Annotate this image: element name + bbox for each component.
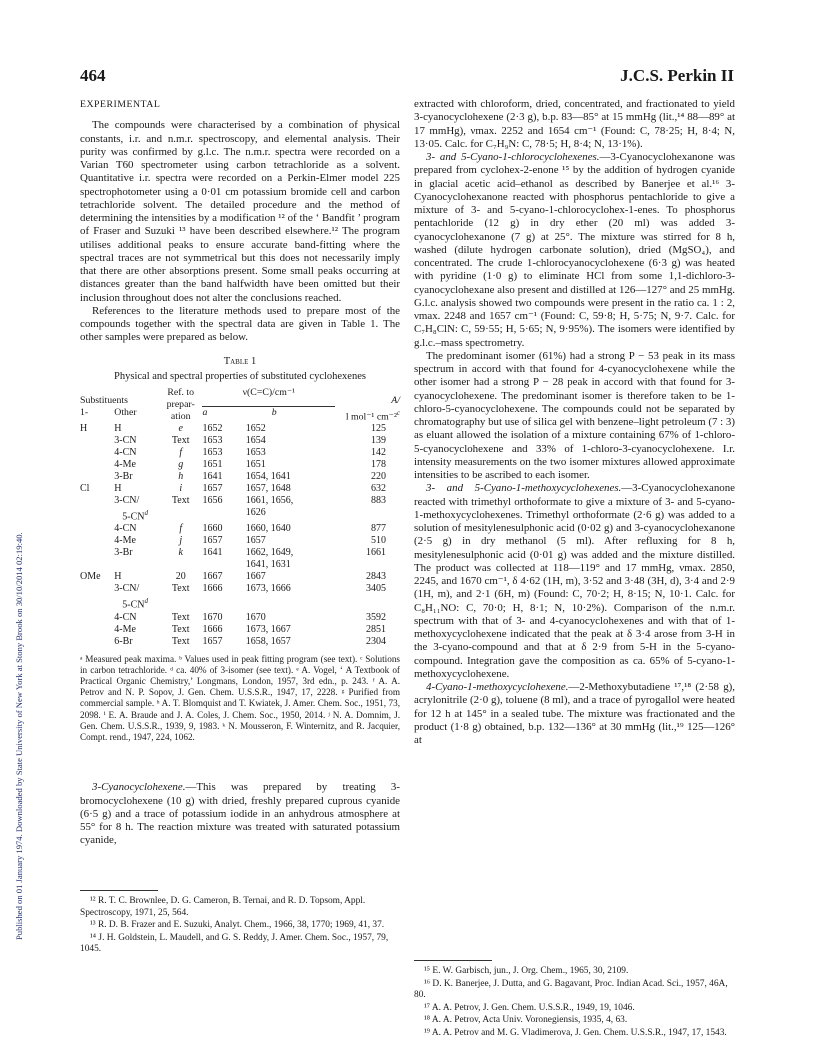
paragraph-text: —3-Cyanocyclohexanone reacted with trimethyl orthoformate to give a mixture of 3- and 5-cyano-1-methoxycyclohexenes. Trimethyl orthoformate (2·6 g) was added to a solution of mesitylenesulphonic acid (0·02 g) and 3-cyanocyclohexanone (2·5 g) in dry methanol (5 ml). After refluxing for 8 h, mesitylenesulphonic acid (0·01 g) was added and the mixture distilled. The product was collected at 118—119° and 17 mmHg, νmax. 2850, 2245, and 1670 cm⁻¹, δ 4·62 (1H, m), 3·52 and 3·48 (3H, d), 3·4 and 2·9 (1H, m), and 2·1 (6H, m) (Found: C, 70·2; H, 8·15; N, 10·1. Calc. for C₈H₁₁NO: C, 70·0; H, 8·1; N, 10·2%). Comparison of the n.m.r. spectrum with that of 3- and 4-cyanocyclohexenes and with that of 1-methoxycyclohexene indicated that the peak at δ 3·4 arose from 3-H in the 3-cyano-compound and that at δ 2·9 from 5-H in the 5-cyano-compound. Integration gave the composition as ca. 65% of 5-cyano-1-methoxycyclohexene. <box>414 482 735 680</box>
table-cell-nu-a: 1670 <box>202 611 223 623</box>
table-cell-substituent-1 <box>80 435 114 447</box>
table-cell-A <box>335 507 400 523</box>
table-row <box>80 507 400 523</box>
table-cell-nu-b: 1641, 1631 <box>245 559 291 571</box>
table-cell-substituent-1 <box>80 523 114 535</box>
reference-item: ¹⁴ J. H. Goldstein, L. Maudell, and G. S. Reddy, J. Amer. Chem. Soc., 1957, 79, 1045. <box>80 932 389 954</box>
right-paragraph-4 <box>414 482 735 681</box>
table-cell-nu-b: 1657, 1648 <box>245 483 291 495</box>
table-cell-substituent-1: H <box>80 423 88 435</box>
table-cell-other: 4-Me <box>114 535 136 547</box>
table-cell-A: 877 <box>371 523 386 535</box>
table-cell-A: 2304 <box>366 635 386 647</box>
table-cell-other <box>114 559 159 571</box>
table-cell-nu-b: 1673, 1667 <box>245 623 291 635</box>
reference-item: ¹⁶ D. K. Banerjee, J. Dutta, and G. Bagavant, Proc. Indian Acad. Sci., 1957, 46A, 80. <box>414 978 728 1000</box>
table-cell-A: 220 <box>371 471 386 483</box>
table-cell-other: 4-CN <box>114 447 137 459</box>
reference-item: ¹⁸ A. A. Petrov, Acta Univ. Voronegiensis, 1935, 4, 63. <box>424 1015 628 1025</box>
table-cell-nu-a: 1653 <box>202 447 223 459</box>
table-cell-ref: Text <box>171 611 190 623</box>
table-cell-substituent-1: Cl <box>80 483 90 495</box>
table-cell-A: 632 <box>371 483 386 495</box>
table-cell-other: H <box>114 571 122 583</box>
table-cell-substituent-1 <box>80 495 114 507</box>
table-cell-nu-b <box>246 595 335 611</box>
table-cell-A: 510 <box>371 535 386 547</box>
table-cell-other: 3-Br <box>114 471 133 483</box>
table-header-ref: Ref. to prepar-ation <box>166 386 195 422</box>
table-cell-substituent-1 <box>80 595 114 611</box>
table-row <box>80 447 400 459</box>
footnote-rule <box>414 960 492 961</box>
table-cell-ref: f <box>179 447 183 459</box>
table-cell-nu-a: 1666 <box>202 623 223 635</box>
table-header-substituents: Substituents <box>80 394 128 406</box>
footnote-marker: d <box>144 509 148 518</box>
table-cell-substituent-1 <box>80 583 114 595</box>
table-cell-substituent-1 <box>80 447 114 459</box>
properties-table <box>80 387 400 648</box>
table-cell-nu-b: 1662, 1649, <box>245 547 294 559</box>
table-cell-substituent-1 <box>80 459 114 471</box>
table-cell-nu-a: 1657 <box>202 635 223 647</box>
table-header-a: a <box>202 407 208 419</box>
paragraph-title: 3- and 5-Cyano-1-methoxycyclohexenes. <box>426 482 622 495</box>
table-row <box>80 636 400 648</box>
table-cell-nu-a: 1651 <box>202 459 223 471</box>
left-column <box>80 98 400 848</box>
table-cell-substituent-1 <box>80 535 114 547</box>
table-cell-nu-b: 1658, 1657 <box>245 635 291 647</box>
table-cell-ref: Text <box>171 623 190 635</box>
table-cell-ref: Text <box>171 583 190 595</box>
table-row <box>80 535 400 547</box>
table-cell-substituent-1 <box>80 559 114 571</box>
table-cell-nu-b: 1670 <box>245 611 266 623</box>
right-column <box>414 98 735 747</box>
table-cell-nu-a: 1660 <box>202 523 223 535</box>
table-cell-ref: 20 <box>175 571 186 583</box>
footnote-rule <box>80 890 158 891</box>
table-cell-ref: i <box>179 483 183 495</box>
table-body <box>80 423 400 648</box>
paragraph-title: 4-Cyano-1-methoxycyclohexene. <box>426 681 569 693</box>
table-row <box>80 471 400 483</box>
left-references <box>80 896 400 957</box>
table-cell-ref: g <box>178 459 184 471</box>
table-cell-A: 2843 <box>366 571 386 583</box>
paragraph-text: —3-Cyanocyclohexanone was prepared from cyclohex-2-enone ¹⁵ by the addition of hydrogen cyanide in glacial acetic acid–ethanol as described by Banerjee et al.¹⁶ 3-Cyanocyclohexanone reacted with phosphorus pentachloride to give a mixture of 3- and 5-cyano-1-chlorocyclohex-1-enes. To phosphorus pentachloride (12 g) in dry ether (20 ml) was added 3-cyanocyclohexanone (7 g) at 25°. The mixture was stirred for 8 h, washed (dilute hydrogen carbonate solution), dried (MgSO₄), and concentrated. The crude 1-chlorocyanocyclohexene (6·3 g) was heated with pyridine (1·0 g) to eliminate HCl from some 1,1-dichloro-3-cyanocyclohexane also present and distilled at 126—127° and 25 mmHg. G.l.c. analysis showed two compounds were present in the ratio ca. 1 : 2, νmax. 2248 and 1657 cm⁻¹ (Found: C, 59·8; H, 5·75; N, 9·7. Calc. for C₇H₈ClN: C, 59·55; H, 5·65; N, 9·95%). The isomers were identified by g.l.c.–mass spectrometry. <box>414 151 735 349</box>
reference-item: ¹² R. T. C. Brownlee, D. G. Cameron, B. Ternai, and R. D. Topsom, Appl. Spectroscopy, 1971, 25, 564. <box>80 896 366 918</box>
table-cell-other: 3-CN/ <box>114 583 140 595</box>
table-cell-nu-a: 1657 <box>202 535 223 547</box>
table-header-b: b <box>271 407 277 419</box>
table-cell-nu-b: 1652 <box>245 423 266 435</box>
table-cell-ref <box>159 595 203 611</box>
table-cell-nu-b: 1653 <box>245 447 266 459</box>
table-cell-nu-a: 1666 <box>202 583 223 595</box>
table-cell-A <box>335 595 400 611</box>
reference-item: ¹⁷ A. A. Petrov, J. Gen. Chem. U.S.S.R., 1949, 19, 1046. <box>424 1002 635 1013</box>
table-cell-substituent-1 <box>80 624 114 636</box>
table-cell-other: 3-CN <box>114 435 137 447</box>
table-cell-nu-a <box>202 595 245 611</box>
table-cell-nu-a: 1641 <box>202 471 223 483</box>
table-row <box>80 423 400 435</box>
table-row <box>80 459 400 471</box>
journal-title: J.C.S. Perkin II <box>620 66 734 85</box>
table-cell-nu-b: 1654 <box>245 435 266 447</box>
table-cell-ref: j <box>179 535 183 547</box>
table-cell-nu-a: 1652 <box>202 423 223 435</box>
table-cell-A: 883 <box>371 495 386 507</box>
footnote-marker: d <box>144 597 148 606</box>
cyanocyclohexene-paragraph <box>80 781 400 847</box>
table-cell-A: 2851 <box>366 623 386 635</box>
table-title: Table 1 <box>223 355 257 367</box>
table-cell-ref: k <box>178 547 183 559</box>
table-cell-nu-b: 1660, 1640 <box>245 523 291 535</box>
table-cell-other: 4-CN <box>114 611 137 623</box>
table-header-A: A/ <box>391 394 400 406</box>
table-cell-substituent-1 <box>80 547 114 559</box>
table-cell-substituent-1 <box>80 471 114 483</box>
table-cell-nu-a: 1656 <box>202 495 223 507</box>
table-row <box>80 495 400 507</box>
table-cell-nu-b: 1667 <box>245 571 266 583</box>
table-row <box>80 571 400 583</box>
paragraph-title: 3-Cyanocyclohexene. <box>92 781 186 794</box>
table-row <box>80 523 400 535</box>
paragraph-text: —2-Methoxybutadiene ¹⁷,¹⁸ (2·58 g), acrylonitrile (2·0 g), toluene (8 ml), and a trace of pyrogallol were heated for 12 h at 145° in a sealed tube. The mixture was fractionated and the product (1·8 g) obtained, b.p. 132—136° at 30 mmHg (lit.,¹⁹ 125—126° at <box>414 681 735 746</box>
table-cell-ref: h <box>178 471 184 483</box>
table-header-A-units: l mol⁻¹ cm⁻²$^c$ <box>345 408 400 423</box>
table-row <box>80 583 400 595</box>
table-cell-A <box>335 559 400 571</box>
experimental-paragraph-2: References to the literature methods used to prepare most of the compounds together with the spectral data are given in Table 1. The other samples were prepared as below. <box>80 304 400 344</box>
table-cell-ref <box>159 507 203 523</box>
table-cell-A: 139 <box>371 435 386 447</box>
table-cell-other: 6-Br <box>114 635 133 647</box>
download-watermark-text: Published on 01 January 1974. Downloaded by State University of New York at Stony Brook on 30/10/2014 02:19:40. <box>14 532 24 940</box>
paragraph-text: —This was prepared by treating 3-bromocyclohexene (10 g) with dried, freshly prepared cuprous cyanide (6·5 g) and a trace of potassium iodide in an anhydrous atmosphere at 55° for 8 h. The reaction mixture was treated with saturated potassium cyanide, <box>80 781 400 847</box>
table-cell-ref: Text <box>171 635 190 647</box>
table-row <box>80 559 400 571</box>
table-cell-ref: e <box>178 423 183 435</box>
table-cell-other: 4-CN <box>114 523 137 535</box>
table-cell-other: $5-CN^d$ <box>122 509 148 523</box>
right-paragraph-1: extracted with chloroform, dried, concentrated, and fractionated to yield 3-cyanocyclohexene (2·3 g), b.p. 83—85° at 15 mmHg (lit.,¹⁴ 88—89° at 17 mmHg), νmax. 2252 and 1654 cm⁻¹ (Found: C, 78·25; H, 8·4; N, 13·05. Calc. for C₇H₉N: C, 78·5; H, 8·4; N, 13·1%). <box>414 98 735 150</box>
table-cell-A: 142 <box>371 447 386 459</box>
table-cell-nu-a: 1641 <box>202 547 223 559</box>
table-cell-nu-a: 1653 <box>202 435 223 447</box>
table-cell-other: 4-Me <box>114 459 136 471</box>
experimental-paragraph-1: The compounds were characterised by a combination of physical constants, i.r. and n.m.r. spectroscopy, and elemental analysis. Their purity was confirmed by g.l.c. The n.m.r. spectra were recorded on a Varian T60 spectrometer using carbon tetrachloride as a solvent. Quantitative i.r. spectra were recorded on a Perkin-Elmer model 225 spectrophotometer using a 0·01 cm potassium bromide cell and carbon tetrachloride solvent. The detailed procedure and the method of determining the intensities by a modification ¹² of the ‘ Bandfit ’ program of Fraser and Suzuki ¹³ have been described elsewhere.¹² The program utilises additional peaks to ensure accurate band-fitting where the spectral traces are not symmetrical but this does not necessarily imply that there are other absorptions present. Some small peaks occurring at distances greater than the band halfwidth have been omitted but their inclusion throughout does not alter the conclusions reached. <box>80 119 400 304</box>
table-cell-substituent-1 <box>80 612 114 624</box>
table-cell-nu-b: 1657 <box>245 535 266 547</box>
table-footnotes: ᵃ Measured peak maxima. ᵇ Values used in peak fitting program (see text). ᶜ Solutions in carbon tetrachloride. ᵈ ca. 40% of 3-isomer (see text). ᵉ A. Vogel, ‘ A Textbook of Practical Organic Chemistry,’ Longmans, London, 1957, 3rd edn., p. 243. ᶠ A. A. Petrov and N. P. Sopov, J. Gen. Chem. U.S.S.R., 1947, 17, 2228. ᵍ Purified from commercial sample. ʰ A. T. Blomquist and T. Kwiatek, J. Amer. Chem. Soc., 1951, 73, 2098. ⁱ E. A. Braude and J. A. Coles, J. Chem. Soc., 1950, 2014. ʲ N. A. Domnim, J. Gen. Chem. U.S.S.R., 1939, 9, 1983. ᵏ N. Mousseron, F. Winternitz, and R. Jacquier, Compt. rend., 1947, 224, 1062. <box>80 653 400 743</box>
table-row <box>80 435 400 447</box>
table-cell-ref <box>159 559 203 571</box>
table-header-other: Other <box>114 406 137 418</box>
table-cell-ref: f <box>179 523 183 535</box>
reference-item: ¹³ R. D. B. Frazer and E. Suzuki, Analyt. Chem., 1966, 38, 1770; 1969, 41, 37. <box>90 920 385 930</box>
section-heading: EXPERIMENTAL <box>80 99 161 110</box>
right-paragraph-2 <box>414 151 735 350</box>
table-cell-other: 4-Me <box>114 623 136 635</box>
right-references <box>414 966 735 1040</box>
table-cell-other: $5-CN^d$ <box>122 597 148 611</box>
table-cell-nu-b: 1661, 1656, <box>245 495 294 507</box>
table-cell-nu-b: 1626 <box>245 507 266 519</box>
table-cell-other: 3-Br <box>114 547 133 559</box>
right-paragraph-5 <box>414 681 735 747</box>
table-row <box>80 595 400 611</box>
table-cell-ref: Text <box>171 435 190 447</box>
table-cell-nu-b: 1673, 1666 <box>245 583 291 595</box>
table-cell-nu-b: 1651 <box>245 459 266 471</box>
table-cell-other: 3-CN/ <box>114 495 140 507</box>
page-number: 464 <box>80 66 106 85</box>
table-cell-A: 3592 <box>366 611 386 623</box>
table-cell-other: H <box>114 423 122 435</box>
table-cell-A: 1661 <box>366 547 386 559</box>
table-cell-A: 125 <box>371 423 386 435</box>
paragraph-title: 3- and 5-Cyano-1-chlorocyclohexenes. <box>426 151 600 163</box>
table-cell-other: H <box>114 483 122 495</box>
table-cell-nu-a: 1667 <box>202 571 223 583</box>
table-cell-nu-a <box>202 507 245 523</box>
reference-item: ¹⁹ A. A. Petrov and M. G. Vladimerova, J. Gen. Chem. U.S.S.R., 1947, 17, 1543. <box>424 1027 727 1038</box>
table-header-nu: ν(C=C)/cm⁻¹ <box>202 387 335 407</box>
table-cell-A: 3405 <box>366 583 386 595</box>
table-row <box>80 624 400 636</box>
table-header-1: 1- <box>80 406 89 418</box>
table-row <box>80 483 400 495</box>
table-cell-substituent-1 <box>80 636 114 648</box>
table-caption: Physical and spectral properties of substituted cyclohexenes <box>114 370 366 382</box>
table-cell-ref: Text <box>171 495 190 507</box>
table-cell-nu-a: 1657 <box>202 483 223 495</box>
table-cell-nu-b: 1654, 1641 <box>245 471 291 483</box>
reference-item: ¹⁵ E. W. Garbisch, jun., J. Org. Chem., 1965, 30, 2109. <box>424 966 629 976</box>
table-row <box>80 547 400 559</box>
table-cell-nu-a <box>202 559 245 571</box>
right-paragraph-3: The predominant isomer (61%) had a strong P − 53 peak in its mass spectrum in accord with that found for 4-cyanocyclohexene while the other isomer had a strong P − 28 peak in accord with that found for 3-cyanocyclohexene. The predominant isomer is therefore taken to be 1-chloro-5-cyanocyclohexene. The compounds could not be separated by chromatography but use of silica gel with benzene–light petroleum (7 : 3) as eluant allowed the isolation of a mixture containing 67% of 1-chloro-5-cyanocyclohexene and 33% of 1-chloro-3-cyanocyclohexene. I.r. intensity measurements on the two isomer mixtures allowed approximate intensities to be ascribed to each isomer. <box>414 349 735 481</box>
table-cell-A: 178 <box>371 459 386 471</box>
table-cell-substituent-1: OMe <box>80 571 101 583</box>
table-row <box>80 612 400 624</box>
download-watermark <box>2 150 24 940</box>
table-cell-substituent-1 <box>80 507 114 523</box>
